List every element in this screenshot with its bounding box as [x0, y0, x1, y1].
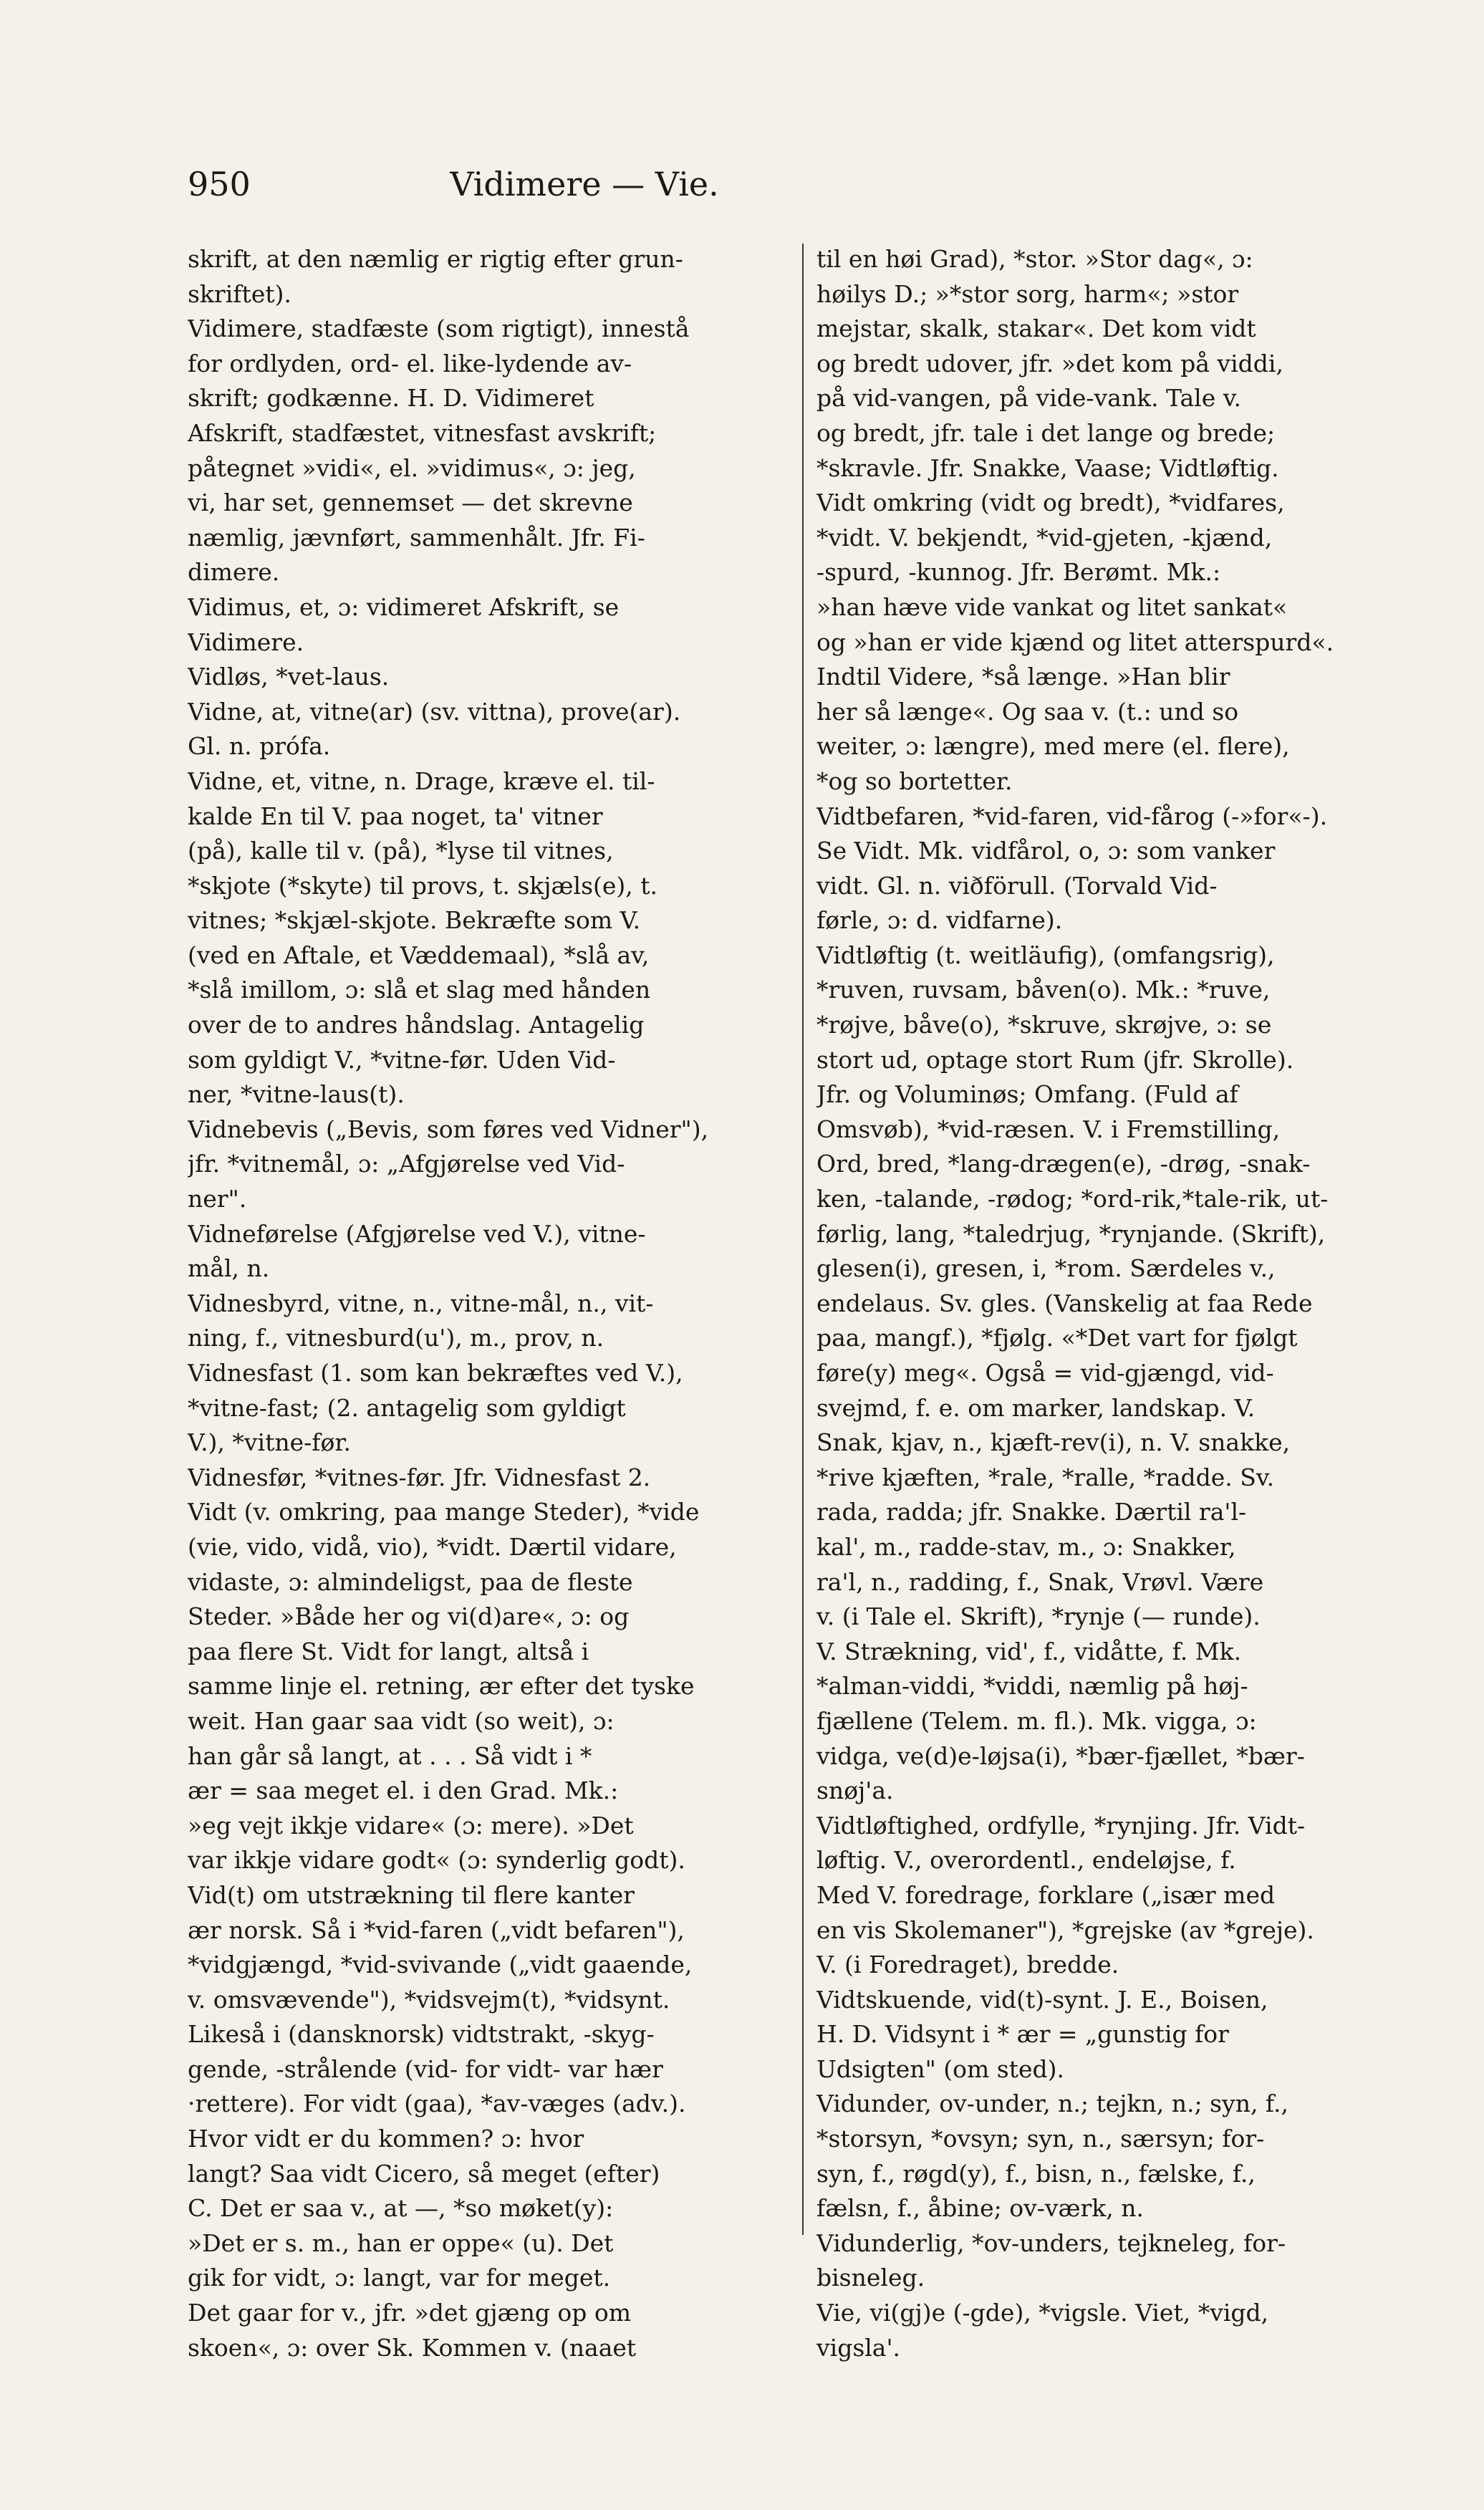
text-line: *vidgjængd, *vid-svivande („vidt gaaende, — [188, 1951, 693, 1979]
text-line: *ruven, ruvsam, båven(o). Mk.: *ruve, — [816, 976, 1271, 1004]
text-line: skoen«, ɔ: over Sk. Kommen v. (naaet — [188, 2333, 637, 2362]
text-line: for ordlyden, ord- el. like-lydende av- — [188, 349, 632, 378]
text-line: Vidnesfast (1. som kan bekræftes ved V.), — [188, 1359, 683, 1387]
text-line: førle, ɔ: d. vidfarne). — [816, 906, 1063, 935]
text-line: vidga, ve(d)e-løjsa(i), *bær-fjællet, *bær- — [816, 1741, 1305, 1770]
text-line: gik for vidt, ɔ: langt, var for meget. — [188, 2264, 611, 2292]
text-line: »han hæve vide vankat og litet sankat« — [816, 592, 1288, 621]
text-line: C. Det er saa v., at —, *so møket(y): — [188, 2194, 614, 2223]
text-line: (ved en Aftale, et Væddemaal), *slå av, — [188, 941, 650, 969]
text-line: dimere. — [188, 558, 280, 587]
text-line: påtegnet »vidi«, el. »vidimus«, ɔ: jeg, — [188, 453, 636, 482]
text-line: og bredt, jfr. tale i det lange og brede; — [816, 418, 1276, 447]
text-line: skrift; godkænne. H. D. Vidimeret — [188, 384, 594, 413]
text-line: føre(y) meg«. Også = vid-gjængd, vid- — [816, 1359, 1274, 1387]
text-line: Vidtløftig (t. weitläufig), (omfangsrig), — [816, 941, 1275, 969]
text-line: Vie, vi(gj)e (-gde), *vigsle. Viet, *vigd, — [816, 2299, 1269, 2327]
text-line: gende, -strålende (vid- for vidt- var hær — [188, 2054, 663, 2083]
text-line: *slå imillom, ɔ: slå et slag med hånden — [188, 976, 651, 1004]
text-line: ner, *vitne-laus(t). — [188, 1080, 405, 1109]
text-line: Vidne, et, vitne, n. Drage, kræve el. til- — [188, 766, 655, 795]
text-line: her så længe«. Og saa v. (t.: und so — [816, 697, 1239, 726]
text-line: snøj'a. — [816, 1776, 894, 1805]
text-line: weit. Han gaar saa vidt (so weit), ɔ: — [188, 1706, 615, 1735]
text-line: vi, har set, gennemset — det skrevne — [188, 489, 633, 517]
text-line: vidaste, ɔ: almindeligst, paa de fleste — [188, 1567, 633, 1596]
text-line: bisneleg. — [816, 2264, 925, 2292]
text-line: Vidunderlig, *ov-unders, tejkneleg, for- — [816, 2228, 1286, 2257]
text-line: vigsla'. — [816, 2333, 901, 2362]
text-line: og »han er vide kjænd og litet atterspurd«. — [816, 628, 1334, 656]
text-line: *vitne-fast; (2. antagelig som gyldigt — [188, 1393, 626, 1422]
text-line: Vidløs, *vet-laus. — [188, 663, 390, 691]
text-line: fælsn, f., åbine; ov-værk, n. — [816, 2194, 1145, 2223]
text-line: ær norsk. Så i *vid-faren („vidt befaren"), — [188, 1915, 685, 1944]
text-line: v. (i Tale el. Skrift), *rynje (— runde). — [816, 1602, 1261, 1631]
text-line: paa, mangf.), *fjølg. «*Det vart for fjølgt — [816, 1324, 1298, 1352]
text-line: *vidt. V. bekjendt, *vid-gjeten, -kjænd, — [816, 523, 1273, 552]
text-line: »eg vejt ikkje vidare« (ɔ: mere). »Det — [188, 1811, 634, 1840]
text-line: næmlig, jævnført, sammenhålt. Jfr. Fi- — [188, 523, 645, 552]
page-title: Vidimere — Vie. — [450, 165, 719, 203]
text-line: kalde En til V. paa noget, ta' vitner — [188, 802, 603, 830]
text-line: Vidtskuende, vid(t)-synt. J. E., Boisen, — [816, 1985, 1268, 2014]
text-line: løftig. V., overordentl., endeløjse, f. — [816, 1846, 1236, 1875]
text-line: V. Strækning, vid', f., vidåtte, f. Mk. — [816, 1637, 1242, 1665]
text-line: Vid(t) om utstrækning til flere kanter — [188, 1880, 635, 1909]
text-line: endelaus. Sv. gles. (Vanskelig at faa Rede — [816, 1289, 1313, 1317]
text-line: over de to andres håndslag. Antagelig — [188, 1011, 645, 1039]
text-line: rada, radda; jfr. Snakke. Dærtil ra'l- — [816, 1498, 1247, 1526]
text-line: *alman-viddi, *viddi, næmlig på høj- — [816, 1672, 1248, 1701]
text-line: til en høi Grad), *stor. »Stor dag«, ɔ: — [816, 245, 1253, 273]
text-line: *og so bortetter. — [816, 766, 1013, 795]
left-column — [188, 242, 775, 2365]
text-line: vitnes; *skjæl-skjote. Bekræfte som V. — [188, 906, 641, 935]
text-line: glesen(i), gresen, i, *rom. Særdeles v., — [816, 1254, 1276, 1283]
column-divider — [802, 244, 804, 2235]
text-line: paa flere St. Vidt for langt, altså i — [188, 1637, 589, 1665]
text-line: Vidtløftighed, ordfylle, *rynjing. Jfr. Vidt- — [816, 1811, 1306, 1840]
text-line: Vidne, at, vitne(ar) (sv. vittna), prove(ar). — [188, 697, 681, 726]
text-line: jfr. *vitnemål, ɔ: „Afgjørelse ved Vid- — [188, 1150, 625, 1178]
text-line: *skjote (*skyte) til provs, t. skjæls(e), t. — [188, 871, 658, 900]
text-line: som gyldigt V., *vitne-før. Uden Vid- — [188, 1045, 616, 1074]
text-line: Likeså i (dansknorsk) vidtstrakt, -skyg- — [188, 2020, 655, 2049]
text-line: han går så langt, at . . . Så vidt i * — [188, 1741, 592, 1770]
text-line: kal', m., radde-stav, m., ɔ: Snakker, — [816, 1532, 1236, 1561]
text-line: (på), kalle til v. (på), *lyse til vitnes, — [188, 837, 614, 865]
text-line: Med V. foredrage, forklare („især med — [816, 1880, 1276, 1909]
text-line: Afskrift, stadfæstet, vitnesfast avskrift; — [188, 418, 657, 447]
text-line: *rive kjæften, *rale, *ralle, *radde. Sv. — [816, 1463, 1275, 1491]
text-line: Vidtbefaren, *vid-faren, vid-fårog (-»for«-). — [816, 802, 1328, 830]
text-line: ær = saa meget el. i den Grad. Mk.: — [188, 1776, 619, 1805]
text-line: (vie, vido, vidå, vio), *vidt. Dærtil vidare, — [188, 1532, 677, 1561]
text-line: V. (i Foredraget), bredde. — [816, 1951, 1119, 1979]
text-line: Vidneførelse (Afgjørelse ved V.), vitne- — [188, 1219, 646, 1248]
text-line: Vidunder, ov-under, n.; tejkn, n.; syn, f., — [816, 2090, 1288, 2118]
text-line: Snak, kjav, n., kjæft-rev(i), n. V. snakke, — [816, 1428, 1291, 1457]
text-line: *storsyn, *ovsyn; syn, n., særsyn; for- — [816, 2125, 1265, 2153]
text-line: ner". — [188, 1185, 247, 1213]
text-line: Vidnesbyrd, vitne, n., vitne-mål, n., vit- — [188, 1289, 654, 1317]
text-line: Vidimere. — [188, 628, 304, 656]
text-line: ra'l, n., radding, f., Snak, Vrøvl. Være — [816, 1567, 1264, 1596]
page-number: 950 — [188, 165, 251, 203]
text-line: Hvor vidt er du kommen? ɔ: hvor — [188, 2125, 584, 2153]
text-line: Vidnebevis („Bevis, som føres ved Vidner"), — [188, 1115, 709, 1143]
text-line: Steder. »Både her og vi(d)are«, ɔ: og — [188, 1602, 630, 1631]
text-line: vidt. Gl. n. viðförull. (Torvald Vid- — [816, 871, 1218, 900]
text-line: weiter, ɔ: længre), med mere (el. flere), — [816, 732, 1290, 761]
text-line: Indtil Videre, *så længe. »Han blir — [816, 663, 1230, 691]
text-line: Vidnesfør, *vitnes-før. Jfr. Vidnesfast 2. — [188, 1463, 651, 1491]
page-header — [188, 165, 981, 215]
text-line: skrift, at den næmlig er rigtig efter grun- — [188, 245, 683, 273]
text-line: Det gaar for v., jfr. »det gjæng op om — [188, 2299, 632, 2327]
text-line: mejstar, skalk, stakar«. Det kom vidt — [816, 314, 1256, 343]
text-line: Vidimere, stadfæste (som rigtigt), innestå — [188, 314, 690, 343]
text-line: *røjve, båve(o), *skruve, skrøjve, ɔ: se — [816, 1011, 1272, 1039]
text-line: stort ud, optage stort Rum (jfr. Skrolle). — [816, 1045, 1294, 1074]
text-line: ken, -talande, -rødog; *ord-rik,*tale-rik, ut- — [816, 1185, 1329, 1213]
text-line: en vis Skolemaner"), *grejske (av *greje). — [816, 1915, 1314, 1944]
text-line: langt? Saa vidt Cicero, så meget (efter) — [188, 2159, 660, 2188]
text-line: svejmd, f. e. om marker, landskap. V. — [816, 1393, 1256, 1422]
text-line: V.), *vitne-før. — [188, 1428, 352, 1457]
right-column — [816, 242, 1404, 2365]
text-line: fjællene (Telem. m. fl.). Mk. vigga, ɔ: — [816, 1706, 1257, 1735]
text-line: Omsvøb), *vid-ræsen. V. i Fremstilling, — [816, 1115, 1281, 1143]
text-line: Se Vidt. Mk. vidfårol, o, ɔ: som vanker — [816, 837, 1276, 865]
text-line: var ikkje vidare godt« (ɔ: synderlig godt). — [188, 1846, 685, 1875]
text-line: Gl. n. prófa. — [188, 732, 331, 761]
text-line: H. D. Vidsynt i * ær = „gunstig for — [816, 2020, 1229, 2049]
text-line: samme linje el. retning, ær efter det tyske — [188, 1672, 695, 1701]
text-line: ·rettere). For vidt (gaa), *av-væges (adv.). — [188, 2090, 686, 2118]
text-line: Vidt omkring (vidt og bredt), *vidfares, — [816, 489, 1285, 517]
text-line: -spurd, -kunnog. Jfr. Berømt. Mk.: — [816, 558, 1221, 587]
text-line: Ord, bred, *lang-drægen(e), -drøg, -snak- — [816, 1150, 1311, 1178]
text-line: førlig, lang, *taledrjug, *rynjande. (Skrift), — [816, 1219, 1326, 1248]
text-line: ning, f., vitnesburd(u'), m., prov, n. — [188, 1324, 604, 1352]
text-line: *skravle. Jfr. Snakke, Vaase; Vidtløftig. — [816, 453, 1279, 482]
text-line: Vidimus, et, ɔ: vidimeret Afskrift, se — [188, 592, 620, 621]
text-line: skriftet). — [188, 279, 292, 308]
text-line: på vid-vangen, på vide-vank. Tale v. — [816, 384, 1241, 413]
text-line: syn, f., røgd(y), f., bisn, n., fælske, f., — [816, 2159, 1256, 2188]
text-line: »Det er s. m., han er oppe« (u). Det — [188, 2228, 614, 2257]
text-line: Vidt (v. omkring, paa mange Steder), *vide — [188, 1498, 700, 1526]
text-line: høilys D.; »*stor sorg, harm«; »stor — [816, 279, 1239, 308]
text-line: Jfr. og Voluminøs; Omfang. (Fuld af — [816, 1080, 1238, 1109]
text-line: mål, n. — [188, 1254, 270, 1283]
text-line: Udsigten" (om sted). — [816, 2054, 1065, 2083]
text-line: v. omsvævende"), *vidsvejm(t), *vidsynt. — [188, 1985, 670, 2014]
text-line: og bredt udover, jfr. »det kom på viddi, — [816, 349, 1283, 378]
